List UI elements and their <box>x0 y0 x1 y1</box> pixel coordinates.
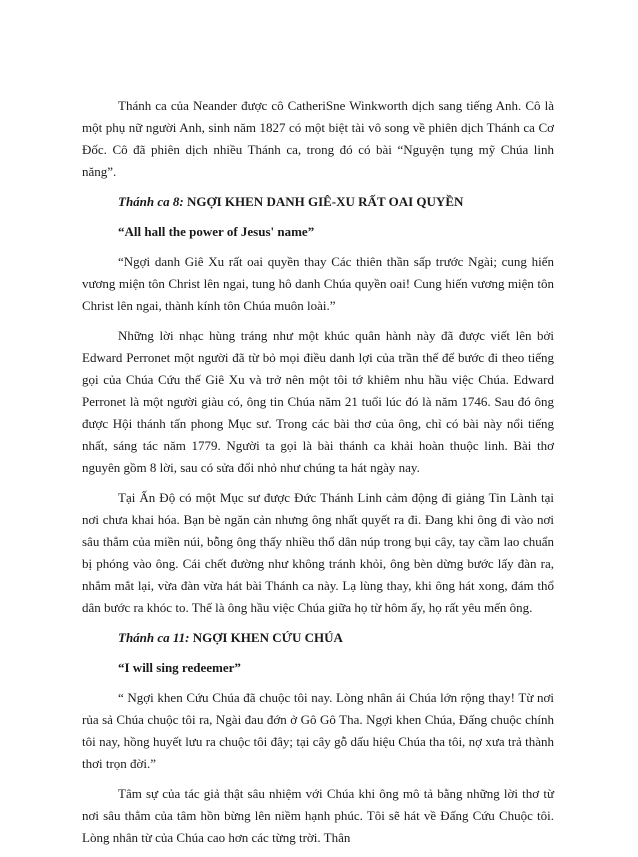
hymn-8-english-title: “All hall the power of Jesus' name” <box>118 224 315 239</box>
hymn-8-story-paragraph: Tại Ấn Độ có một Mục sư được Đức Thánh Linh cảm động đi giảng Tin Lành tại nơi chưa khai hóa. Bạn bè ngăn cản nhưng ông nhất quyết ra đi. Đang khi ông đi vào nơi sâu thẳm của miền núi, bỗng ông thấy nhiều thổ dân núp trong bụi cây, tay cầm lao chuẩn bị phóng vào ông. Cái chết đường như không tránh khỏi, ông bèn dừng bước lấy đàn ra, nhắm mắt lại, vừa đàn vừa hát bài Thánh ca này. Lạ lùng thay, khi ông hát xong, đám thổ dân bước ra khóc to. Thế là ông hầu việc Chúa giữa họ từ hôm ấy, họ rất yêu mến ông. <box>82 490 554 615</box>
hymn-11-title: NGỢI KHEN CỨU CHÚA <box>189 630 343 645</box>
hymn-11-heading <box>82 627 554 649</box>
hymn-11-commentary-paragraph: Tâm sự của tác giả thật sâu nhiệm với Chúa khi ông mô tả bằng những lời thơ từ nơi sâu thẳm của tâm hồn bừng lên niềm hạnh phúc. Tôi sẽ hát về Đấng Cứu Chuộc tôi. Lòng nhân từ của Chúa cao hơn các từng trời. Thân <box>82 786 554 845</box>
hymn-11-label: Thánh ca 11: <box>118 630 190 645</box>
hymn-8-history-paragraph: Những lời nhạc hùng tráng như một khúc quân hành này đã được viết lên bởi Edward Perronet một người đã từ bỏ mọi điều danh lợi của trần thế để bước đi theo tiếng gọi của Chúa Cứu thế Giê Xu và trở nên một tôi tớ khiêm nhu hầu việc Chúa. Edward Perronet là một người giàu có, ông tin Chúa năm 21 tuổi lúc đó là năm 1746. Sau đó ông được Hội thánh tấn phong Mục sư. Trong các bài thơ của ông, chỉ có bài này nổi tiếng nhất, sáng tác năm 1779. Người ta gọi là bài thánh ca khải hoàn thuộc linh. Bài thơ nguyên gồm 8 lời, sau có sửa đổi nhỏ như chúng ta hát ngày nay. <box>82 328 554 475</box>
hymn-8-heading <box>82 191 554 213</box>
hymn-8-lyrics: “Ngợi danh Giê Xu rất oai quyền thay Các thiên thần sấp trước Ngài; cung hiến vương miện tôn Christ lên ngai, tung hô danh Chúa quyền oai! Cung hiến vương miện tôn Christ lên ngai, thành kính tôn Chúa muôn loài.” <box>82 254 554 313</box>
hymn-11-english-title: “I will sing redeemer” <box>118 660 241 675</box>
hymn-8-label: Thánh ca 8: <box>118 194 184 209</box>
hymn-8-title: NGỢI KHEN DANH GIÊ-XU RẤT OAI QUYỀN <box>183 194 464 209</box>
document-page <box>82 95 554 857</box>
hymn-11-lyrics: “ Ngợi khen Cứu Chúa đã chuộc tôi nay. Lòng nhân ái Chúa lớn rộng thay! Từ nơi rủa sả Chúa chuộc tôi ra, Ngài đau đớn ở Gô Gô Tha. Ngợi khen Chúa, Đấng chuộc chính tôi nay, hồng huyết lưu ra chuộc tôi đây; tại cây gỗ dấu hiệu Chúa tha tôi, nợ xưa trả thành thơi trọn đời.” <box>82 690 554 771</box>
intro-paragraph: Thánh ca của Neander được cô CatheriSne Winkworth dịch sang tiếng Anh. Cô là một phụ nữ người Anh, sinh năm 1827 có một biệt tài vô song về phiên dịch Thánh ca Cơ Đốc. Cô đã phiên dịch nhiều Thánh ca, trong đó có bài “Nguyện tụng mỹ Chúa linh năng”. <box>82 98 554 179</box>
